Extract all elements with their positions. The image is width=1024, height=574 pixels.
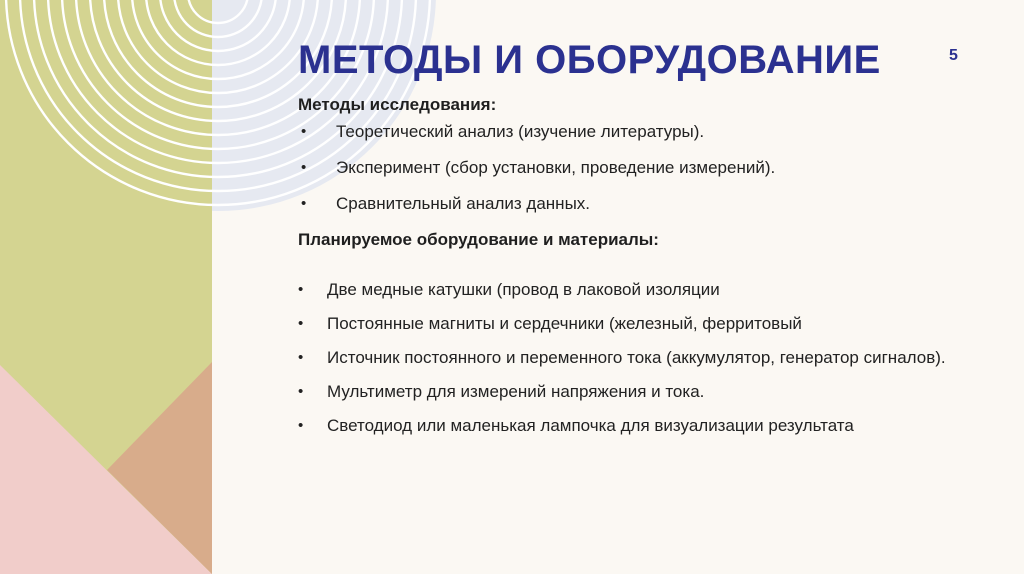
methods-heading: Методы исследования:: [298, 95, 497, 114]
methods-list: [336, 121, 936, 229]
list-item: • Две медные катушки (провод в лаковой изоляции: [327, 279, 967, 301]
list-item: • Сравнительный анализ данных.: [336, 193, 936, 215]
equipment-list: [327, 279, 967, 449]
list-item: • Светодиод или маленькая лампочка для визуализации результата: [327, 415, 967, 437]
list-item: • Источник постоянного и переменного тока (аккумулятор, генератор сигналов).: [327, 347, 967, 369]
list-item: • Теоретический анализ (изучение литературы).: [336, 121, 936, 143]
list-item: • Постоянные магниты и сердечники (железный, ферритовый: [327, 313, 967, 335]
list-item: • Мультиметр для измерений напряжения и тока.: [327, 381, 967, 403]
list-item: • Эксперимент (сбор установки, проведение измерений).: [336, 157, 936, 179]
slide-title: МЕТОДЫ И ОБОРУДОВАНИЕ: [298, 38, 881, 82]
equipment-heading: Планируемое оборудование и материалы:: [298, 230, 659, 249]
page-number: 5: [949, 47, 958, 64]
